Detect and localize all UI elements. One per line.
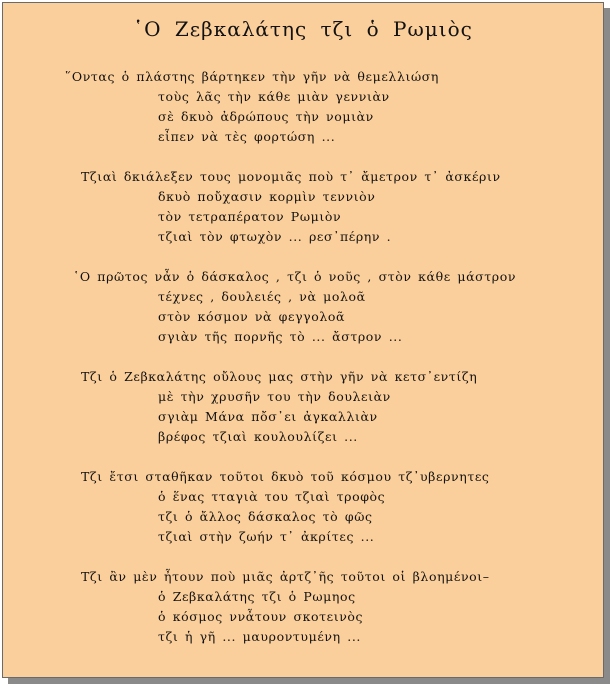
stanza-line: ὁ Ζεβκαλάτης τζι ὁ Ρωμηος	[158, 589, 356, 604]
stanza-line: δκυὸ ποὔχασιν κορμὶν τεννιὸν	[158, 189, 376, 204]
stanza-line: στὸν κόσμον νὰ φεγγολοᾶ	[158, 309, 346, 324]
stanza-first-line: Τζιαὶ δκιάλεξεν τους μονομιᾶς ποὺ τ᾽ ἄμετρον τ᾽ ἀσκέριν	[81, 169, 501, 184]
stanza-line: μὲ τὴν χρυσῆν του τὴν δουλειὰν	[158, 389, 391, 404]
stanza-first-line: Τζι ὁ Ζεβκαλάτης οὔλους μας στὴν γῆν νὰ κετσ᾽εντίζη	[81, 369, 478, 384]
stanza-line: εἶπεν νὰ τὲς φορτώση ...	[158, 129, 336, 144]
stanza-line: τοὺς λᾶς τὴν κάθε μιὰν γεννιὰν	[158, 89, 390, 104]
stanza-line: βρέφος τζιαὶ κουλουλίζει ...	[158, 429, 358, 444]
poem-title: ῾Ο Ζεβκαλάτης τζι ὁ Ρωμιὸς	[133, 17, 473, 41]
poem-page	[2, 2, 604, 678]
stanza-line: σὲ δκυὸ ἀδρώπους τὴν νομιὰν	[158, 109, 374, 124]
stanza-line: σγιὰμ Μάνα πὄσ᾽ει ἀγκαλλιὰν	[158, 409, 378, 424]
stanza-line: τζιαὶ στὴν ζωήν τ᾽ ἀκρίτες ...	[158, 529, 375, 544]
stanza-first-line: Τζι ἔτσι σταθῆκαν τοῦτοι δκυὸ τοῦ κόσμου τζ᾽υβερνητες	[81, 469, 490, 484]
stanza-line: ὁ ἕνας τταγιὰ του τζιαὶ τροφὸς	[158, 489, 386, 504]
stanza-line: τζιαὶ τὸν φτωχὸν ... ρεσ᾽πέρην .	[158, 229, 392, 244]
stanza-line: τέχνες , δουλειές , νὰ μολοᾶ	[158, 289, 366, 304]
stanza-first-line: Τζι ἂν μὲν ἦτουν ποὺ μιᾶς ἀρτζ᾽ῆς τοῦτοι οἱ βλοημένοι–	[81, 569, 490, 584]
stanza-line: ὁ κόσμος ννἆτουν σκοτεινὸς	[158, 609, 364, 624]
stanza-first-line: ῞Οντας ὁ πλάστης βάρτηκεν τὴν γῆν νὰ θεμελλιώση	[65, 69, 439, 84]
stanza-line: τζι ἡ γῆ ... μαυροντυμένη ...	[158, 629, 361, 644]
stanza-line: σγιὰν τῆς πορνῆς τὸ ... ἄστρον ...	[158, 329, 403, 344]
stanza-line: τζι ὁ ἄλλος δάσκαλος τὸ φῶς	[158, 509, 373, 524]
stanza-first-line: ῾Ο πρῶτος νἆν ὁ δάσκαλος , τζι ὁ νοῦς , στὸν κάθε μάστρον	[73, 269, 517, 284]
stanza-line: τὸν τετραπέρατον Ρωμιὸν	[158, 209, 342, 224]
